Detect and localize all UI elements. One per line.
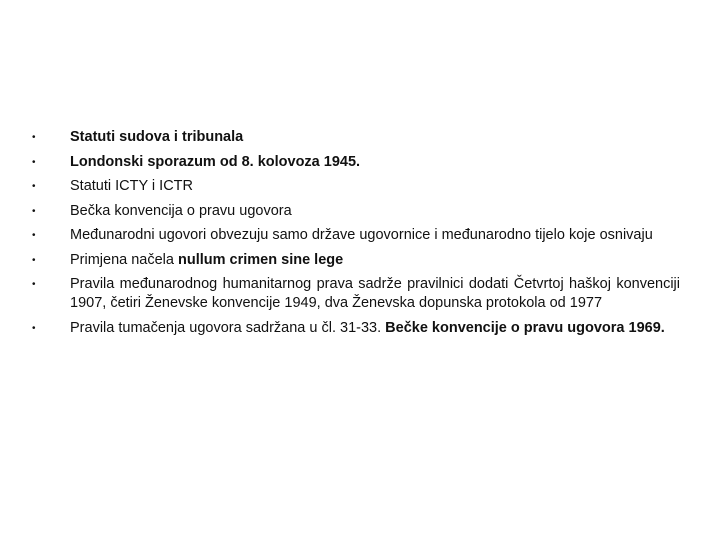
bullet-icon: • — [32, 279, 36, 290]
bullet-icon: • — [32, 205, 36, 217]
list-item-text: Statuti sudova i tribunala — [70, 129, 244, 145]
list-item-text: Statuti ICTY i ICTR — [70, 178, 194, 194]
list-item-nullum-crimen — [30, 251, 680, 270]
list-item-prefix: Pravila tumačenja ugovora sadržana u čl. 31-33. — [70, 319, 386, 336]
list-item-statuti-icty-ictr — [30, 177, 680, 196]
bullet-list — [30, 128, 680, 343]
bullet-icon: • — [32, 156, 36, 168]
list-item-text — [70, 319, 680, 338]
list-item-text: Londonski sporazum od 8. kolovoza 1945. — [70, 153, 361, 170]
list-item-text: Pravila međunarodnog humanitarnog prava sadrže pravilnici dodati Četvrtoj haškoj konvenciji 1907, četiri Ženevske konvencije 1949, dva Ženevska dopunska protokola od 1977 — [70, 276, 680, 311]
list-item-statuti-sudova — [30, 128, 680, 147]
list-item-humanitarno-pravo — [30, 275, 680, 313]
bullet-icon: • — [32, 181, 36, 192]
list-item-text — [70, 251, 680, 270]
bullet-icon: • — [32, 230, 36, 241]
list-item-pravila-tumacenja — [30, 319, 680, 338]
list-item-londonski-sporazum — [30, 153, 680, 172]
list-item-emphasis: Bečke konvencije o pravu ugovora 1969. — [385, 319, 665, 336]
list-item-text: Bečka konvencija o pravu ugovora — [70, 202, 292, 219]
list-item-prefix: Primjena načela — [70, 251, 178, 268]
bullet-icon: • — [32, 254, 36, 266]
list-item-text: Međunarodni ugovori obvezuju samo države ugovornice i međunarodno tijelo koje osnivaju — [70, 227, 653, 243]
list-item-becka-konvencija — [30, 202, 680, 221]
list-item-emphasis: nullum crimen sine lege — [178, 251, 344, 268]
bullet-icon: • — [32, 322, 36, 334]
bullet-icon: • — [32, 132, 36, 143]
list-item-medunarodni-ugovori — [30, 226, 680, 245]
